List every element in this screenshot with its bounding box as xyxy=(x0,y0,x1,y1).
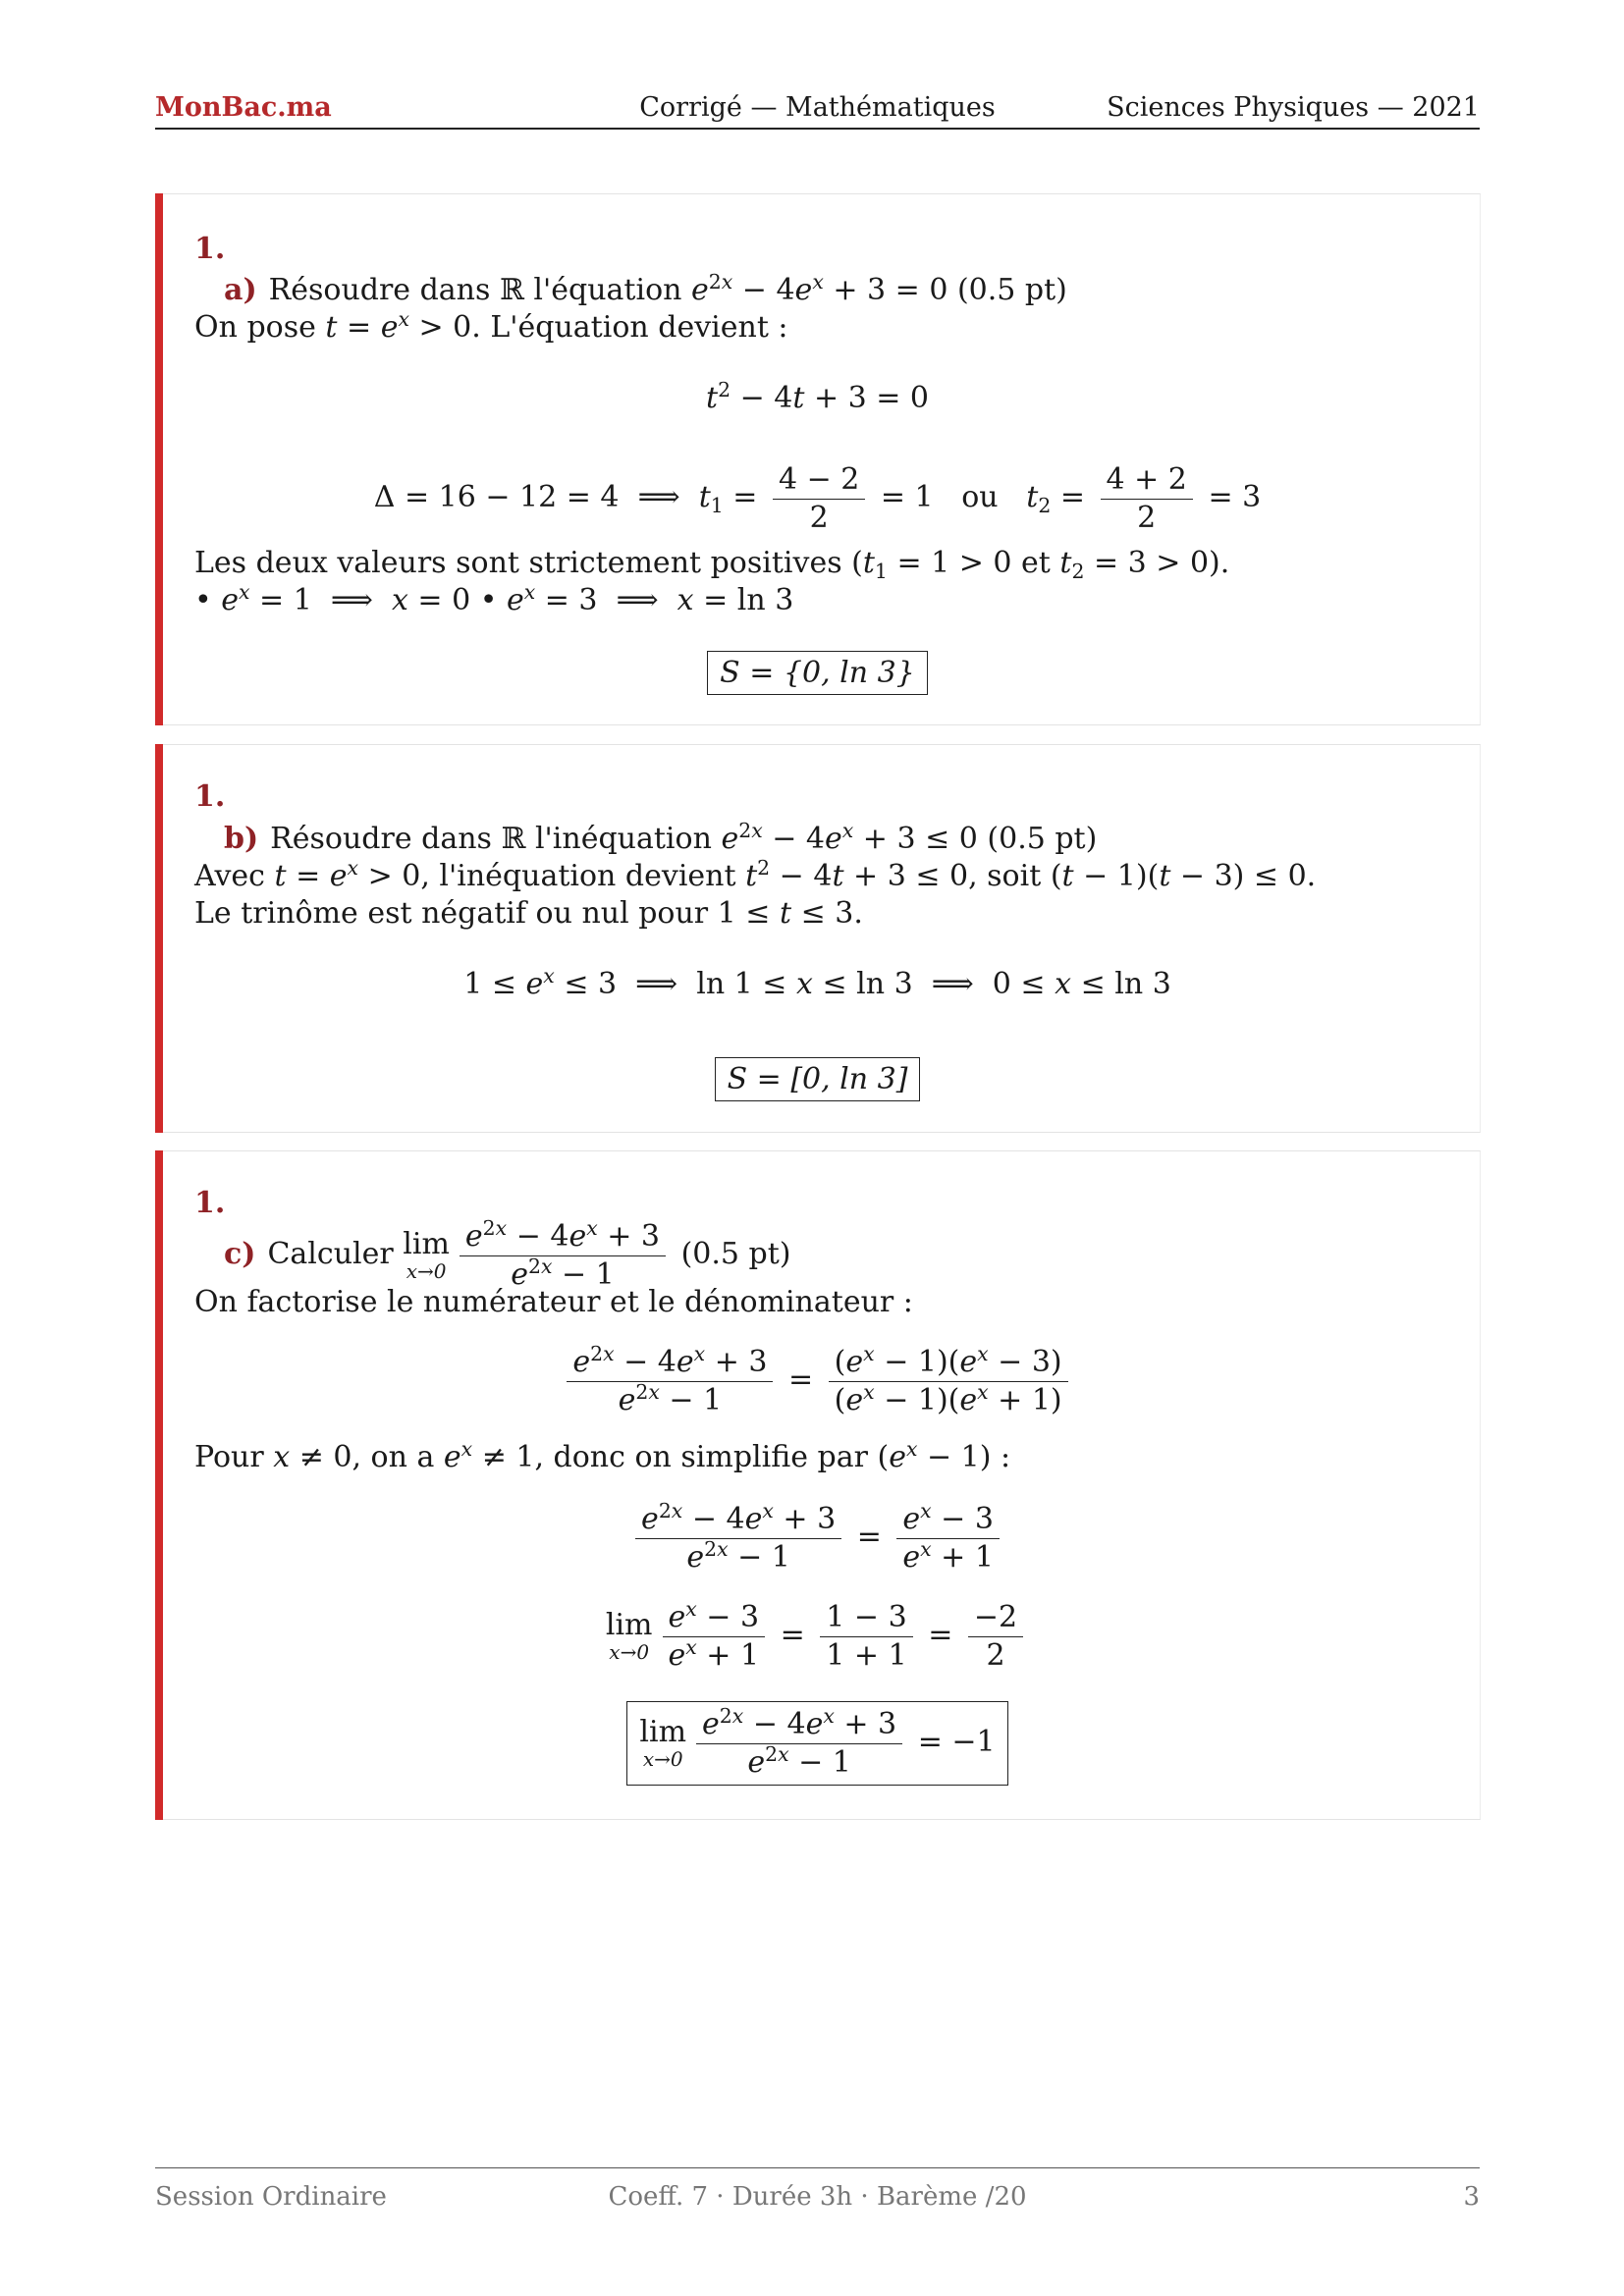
question-statement: b) Résoudre dans ℝ l'inéquation $e^{2x} - 4e^x + 3 \le 0$ (0.5 pt) xyxy=(224,818,1098,856)
sub-question-label: a) xyxy=(224,273,257,307)
question-statement: a) Résoudre dans ℝ l'équation $e^{2x} - 4e^x + 3 = 0$ (0.5 pt) xyxy=(224,269,1067,307)
factorization: $\frac{e^{2x} - 4e^x + 3}{e^{2x} - 1}$ = $\frac{(e^x - 1)(e^x - 3)}{(e^x - 1)(e^x + 1)}$ xyxy=(155,1344,1480,1418)
exercise-box-b xyxy=(155,744,1481,1133)
page-footer xyxy=(155,2167,1480,2212)
points: (0.5 pt) xyxy=(680,1237,791,1271)
header-title: Corrigé — Mathématiques xyxy=(639,92,996,123)
question-number: 1. xyxy=(194,779,226,814)
exercise-box-a xyxy=(155,193,1481,725)
question-statement: c) Calculer lim x→0 $\frac{e^{2x} - 4e^x + 3}{e^{2x} - 1}$ (0.5 pt) xyxy=(224,1215,791,1292)
points: (0.5 pt) xyxy=(987,822,1098,856)
roots-line: • $e^x = 1$ ⟹ x = 0 • $e^x = 3$ ⟹ x = ln 3 xyxy=(194,579,794,617)
discriminant-line: Δ = 16 − 12 = 4 ⟹ $t_1$ = $\frac{4 - 2}{2}$ = 1 ou $t_2$ = $\frac{4 + 2}{2}$ = 3 xyxy=(373,462,1262,535)
limit-evaluation: lim x→0 $\frac{e^x - 3}{e^x + 1}$ = $\frac{1 - 3}{1 + 1}$ = $\frac{-2}{2}$ xyxy=(155,1599,1480,1674)
points: (0.5 pt) xyxy=(956,273,1067,307)
solution-set: S = {0, ln 3} xyxy=(155,651,1480,695)
trinome-line: Le trinôme est négatif ou nul pour 1 ≤ t ≤ 3. xyxy=(194,896,863,931)
sub-question-label: b) xyxy=(224,822,259,856)
question-number: 1. xyxy=(194,1186,226,1220)
page-header xyxy=(155,90,1480,130)
footer-info: Coeff. 7 · Durée 3h · Barème /20 xyxy=(608,2182,1027,2212)
quadratic-equation: $t^2 - 4t + 3 = 0$ xyxy=(706,377,929,415)
statement-text: Résoudre dans ℝ l'équation xyxy=(268,273,682,307)
question-number: 1. xyxy=(194,232,226,266)
simplify-line: Pour x ≠ 0, on a $e^x \ne 1$, donc on simplifie par $(e^x - 1)$ : xyxy=(194,1436,1011,1474)
header-subject: Sciences Physiques — 2021 xyxy=(1107,92,1480,123)
substitution-line: On pose $t = e^x > 0$. L'équation devient : xyxy=(194,306,788,345)
solution-set: S = [0, ln 3] xyxy=(155,1057,1480,1101)
footer-session: Session Ordinaire xyxy=(155,2182,387,2212)
brand-logo-text: MonBac.ma xyxy=(155,92,332,123)
exercise-box-c xyxy=(155,1150,1481,1820)
positivity-line: Les deux valeurs sont strictement positives ($t_1 = 1 > 0$ et $t_2 = 3 > 0$). xyxy=(194,546,1230,584)
sub-question-label: c) xyxy=(224,1237,256,1271)
simplified-fraction: $\frac{e^{2x} - 4e^x + 3}{e^{2x} - 1}$ = $\frac{e^x - 3}{e^x + 1}$ xyxy=(155,1501,1480,1575)
final-result: lim x→0 $\frac{e^{2x} - 4e^x + 3}{e^{2x} - 1}$ = −1 xyxy=(155,1701,1480,1786)
factor-text: On factorise le numérateur et le dénominateur : xyxy=(194,1285,913,1319)
inequality-chain: $1 \le e^x \le 3$ ⟹ ln 1 ≤ x ≤ ln 3 ⟹ 0 ≤ x ≤ ln 3 xyxy=(463,963,1171,1001)
page-number: 3 xyxy=(1463,2182,1480,2212)
substitution-line: Avec $t = e^x > 0$, l'inéquation devient $t^2 - 4t + 3 \le 0$, soit (t − 1)(t − 3) ≤ 0. xyxy=(194,855,1317,893)
